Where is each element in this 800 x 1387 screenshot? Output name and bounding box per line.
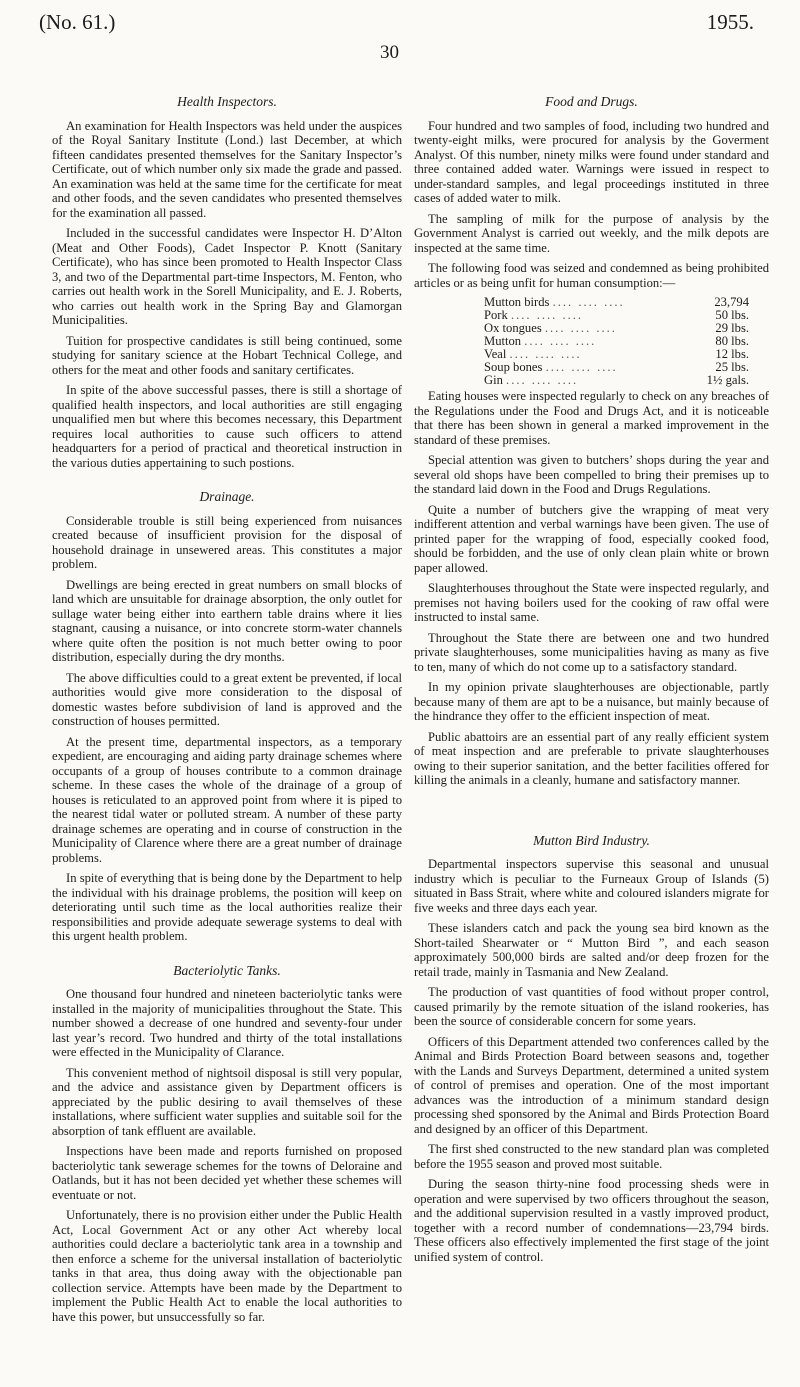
paragraph: An examination for Health Inspectors was held under the auspices of the Royal Sanitary Institute (Lond.) last December, at which fifteen candidates presented themselves for the Sanitary Inspector’s Certificate, out of which number only six made the grade and passed. An examination was held at the same time for the certificate for meat and other foods, and the seven candidates who presented themselves for the examination all passed. bbox=[52, 118, 402, 220]
paragraph: Special attention was given to butchers’ shops during the year and several old shops have been compelled to bring their premises up to the standard laid down in the Food and Drugs Regulations. bbox=[414, 453, 769, 496]
left-column bbox=[52, 95, 402, 1330]
paragraph: Considerable trouble is still being experienced from nuisances created because of insufficient provision for the disposal of household drainage in unsewered areas. This constitutes a major problem. bbox=[52, 513, 402, 571]
paragraph: Throughout the State there are between one and two hundred private slaughterhouses, some municipalities having as many as five to ten, many of which do not come up to a satisfactory standard. bbox=[414, 630, 769, 674]
paragraph: Public abattoirs are an essential part of any really efficient system of meat inspection and are preferable to private slaughterhouses owing to their superior sanitation, and the better facilities offered for killing the animals in a cleanly, humane and satisfactory manner. bbox=[414, 729, 769, 787]
paragraph: Quite a number of butchers give the wrapping of meat very indifferent attention and verbal warnings have been given. The use of printed paper for the wrapping of food, especially cooked food, should be forbidden, and the use of only clean plain white or brown paper allowed. bbox=[414, 502, 769, 575]
condemned-food-table bbox=[484, 296, 749, 387]
paragraph: The following food was seized and condemned as being prohibited articles or as being unfit for human consumption:— bbox=[414, 261, 769, 290]
paragraph: During the season thirty-nine food processing sheds were in operation and were supervised by two officers throughout the season, and the additional supervision resulted in a vastly improved product, together with a record number of condemnations—23,794 birds. These officers also effectively implemented the first stage of the joint unified system of control. bbox=[414, 1177, 769, 1264]
table-row: Gin .... .... .... 1½ gals. bbox=[484, 373, 749, 387]
table-row: Ox tongues .... .... .... 29 lbs. bbox=[484, 321, 749, 335]
paragraph: Dwellings are being erected in great numbers on small blocks of land which are unsuitable for drainage absorption, the only outlet for sullage water being either into earthern table drains where it lies stagnant, causing a nuisance, or into concrete storm-water channels where quite often the position is not much better owing to poor distribution, especially during the dry months. bbox=[52, 577, 402, 664]
paragraph: Officers of this Department attended two conferences called by the Animal and Birds Protection Board between seasons and, together with the Lands and Surveys Department, determined a united system of control of premises and operation. One of the most important advances was the introduction of a minimum standard design processing shed sponsored by the Animal and Birds Protection Board and designed by an officer of this Department. bbox=[414, 1034, 769, 1136]
table-row: Veal .... .... .... 12 lbs. bbox=[484, 347, 749, 361]
table-row: Soup bones .... .... .... 25 lbs. bbox=[484, 360, 749, 374]
right-column bbox=[414, 95, 769, 1270]
document-number: (No. 61.) bbox=[39, 10, 116, 34]
section-title-bacteriolytic-tanks: Bacteriolytic Tanks. bbox=[173, 962, 281, 978]
paragraph: In my opinion private slaughterhouses are objectionable, partly because many of them are apt to be a nuisance, but mainly because of the hindrance they offer to the efficient inspection of meat. bbox=[414, 680, 769, 723]
paragraph: Departmental inspectors supervise this seasonal and unusual industry which is peculiar to the Furneaux Group of Islands (5) situated in Bass Strait, where white and coloured islanders migrate for five weeks and three days each year. bbox=[414, 857, 769, 915]
paragraph: In spite of the above successful passes, there is still a shortage of qualified health inspectors, and local authorities are still engaging unqualified men but where this becomes necessary, this Department requires local authorities to cause such officers to attend headquarters for a period of practical and theoretical instruction in the various duties appertaining to such postions. bbox=[52, 383, 402, 470]
table-row: Mutton .... .... .... 80 lbs. bbox=[484, 334, 749, 348]
food-item-name: Pork bbox=[484, 308, 508, 322]
section-title-drainage: Drainage. bbox=[199, 489, 255, 504]
section-title-food-and-drugs: Food and Drugs. bbox=[545, 94, 638, 109]
paragraph: At the present time, departmental inspectors, as a temporary expedient, are encouraging and aiding party drainage schemes where occupants of a group of houses contribute to a common drainage scheme. In these cases the whole of the drainage of a group of houses is reticulated to an approved point from where it is piped to the nearest tidal water or polluted stream. A number of these party drainage schemes are operating and in course of construction in the Municipality of Clarence where there are a great number of drainage problems. bbox=[52, 734, 402, 865]
paragraph: Unfortunately, there is no provision either under the Public Health Act, Local Government Act or any other Act whereby local authorities could declare a bacteriolytic tank area in a township and then enforce a scheme for the universal installation of bacteriolytic tanks in that area, thus doing away with the objectionable pan collection service. Attempts have been made by the Department to implement the Public Health Act to enable the local authorities to have this power, but unsuccessfully so far. bbox=[52, 1208, 402, 1324]
food-item-quantity: 80 lbs. bbox=[715, 334, 749, 348]
page-header bbox=[0, 10, 800, 70]
food-item-name: Ox tongues bbox=[484, 321, 542, 335]
table-row: Pork .... .... .... 50 lbs. bbox=[484, 308, 749, 322]
paragraph: Slaughterhouses throughout the State were inspected regularly, and premises not having boilers used for the cooking of raw offal were instructed to instal same. bbox=[414, 581, 769, 624]
paragraph: These islanders catch and pack the young sea bird known as the Short-tailed Shearwater or “ Mutton Bird ”, and each season approximately 500,000 birds are salted and/or deep frozen for the retail trade, mainly in Tasmania and New Zealand. bbox=[414, 921, 769, 979]
food-item-quantity: 25 lbs. bbox=[715, 360, 749, 374]
paragraph: Four hundred and two samples of food, including two hundred and twenty-eight milks, were procured for analysis by the Goverment Analyst. Of this number, ninety milks were found under standard and three contained added water. Warnings were issued in respect to under-standard samples, and legal proceedings instituted in three cases of added water to milk. bbox=[414, 118, 769, 205]
paragraph: This convenient method of nightsoil disposal is still very popular, and the advice and assistance given by Department officers is appreciated by the public desiring to avail themselves of these installations, where sufficient water supplies and suitable soil for the absorption of tank effluent are available. bbox=[52, 1065, 402, 1138]
food-item-quantity: 23,794 bbox=[714, 295, 749, 309]
paragraph: In spite of everything that is being done by the Department to help the individual with his drainage problems, the position will keep on deteriorating until such time as the local authorities realize their responsibilities and provide adequate sewerage systems to deal with this urgent health problem. bbox=[52, 871, 402, 943]
food-item-quantity: 12 lbs. bbox=[715, 347, 749, 361]
paragraph: The first shed constructed to the new standard plan was completed before the 1955 season and proved most suitable. bbox=[414, 1142, 769, 1171]
paragraph: One thousand four hundred and nineteen bacteriolytic tanks were installed in the majority of municipalities throughout the State. This number showed a decrease of one hundred and seventy-four under last year’s record. Two hundred and thirty of the total installations were effected in the Municipality of Clarance. bbox=[52, 987, 402, 1059]
food-item-name: Veal bbox=[484, 347, 507, 361]
section-title-mutton-bird-industry: Mutton Bird Industry. bbox=[533, 832, 650, 848]
paragraph: Tuition for prospective candidates is still being continued, some studying for sanitary science at the Hobart Technical College, and others for the meat and other foods and sanitary certificates. bbox=[52, 333, 402, 377]
food-item-quantity: 29 lbs. bbox=[715, 321, 749, 335]
page-number: 30 bbox=[380, 42, 399, 63]
paragraph: Eating houses were inspected regularly to check on any breaches of the Regulations under the Food and Drugs Act, and it is noticeable that there has been shown in general a marked improvement in the standard of these premises. bbox=[414, 389, 769, 447]
table-row: Mutton birds .... .... .... 23,794 bbox=[484, 295, 749, 309]
food-item-quantity: 1½ gals. bbox=[706, 373, 749, 387]
paragraph: The production of vast quantities of food without proper control, caused primarily by the remote situation of the island rookeries, has been the source of considerable concern for some years. bbox=[414, 985, 769, 1028]
food-item-quantity: 50 lbs. bbox=[715, 308, 749, 322]
food-item-name: Mutton bbox=[484, 334, 522, 348]
food-item-name: Mutton birds bbox=[484, 295, 550, 309]
paragraph: The sampling of milk for the purpose of analysis by the Government Analyst is carried out weekly, and the milk depots are inspected at the same time. bbox=[414, 211, 769, 255]
food-item-name: Soup bones bbox=[484, 360, 543, 374]
food-item-name: Gin bbox=[484, 373, 503, 387]
paragraph: The above difficulties could to a great extent be prevented, if local authorities would give more consideration to the disposal of domestic wastes before subdivision of land is approved and the construction of houses permitted. bbox=[52, 670, 402, 728]
paragraph: Included in the successful candidates were Inspector H. D’Alton (Meat and Other Foods), Cadet Inspector P. Knott (Sanitary Certificate), who has since been promoted to Health Inspector Class 3, and two of the Departmental part-time Inspectors, M. Fenton, who carries out health work in the Sorell Municipality, and E. J. Roberts, who carries out health work in the Spring Bay and Glamorgan Municipalities. bbox=[52, 226, 402, 327]
paragraph: Inspections have been made and reports furnished on proposed bacteriolytic tank sewerage schemes for the towns of Deloraine and Oatlands, but it has not been decided yet whether these schemes will eventuate or not. bbox=[52, 1144, 402, 1202]
document-year: 1955. bbox=[706, 10, 754, 34]
section-title-health-inspectors: Health Inspectors. bbox=[177, 94, 277, 109]
